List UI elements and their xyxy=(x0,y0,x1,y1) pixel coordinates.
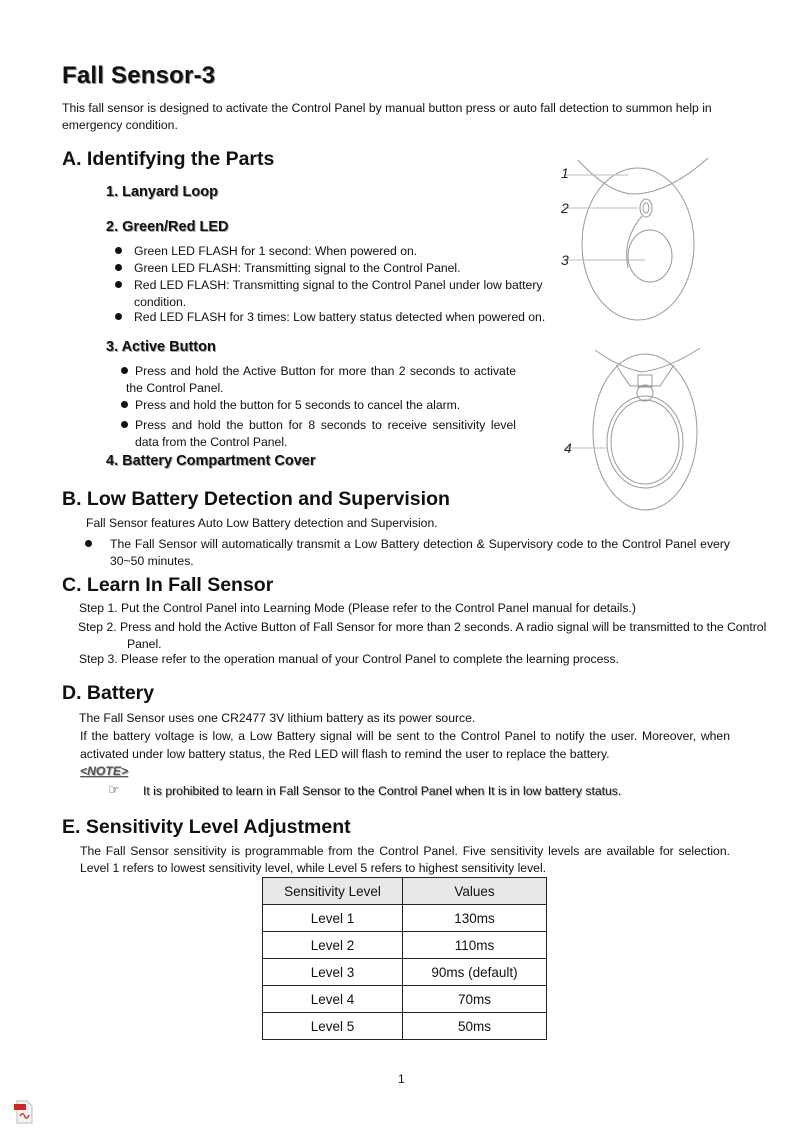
table-row xyxy=(263,1013,547,1040)
table-cell: Level 2 xyxy=(263,932,403,959)
table-cell: 90ms (default) xyxy=(403,959,547,986)
bullet-dot xyxy=(115,247,122,254)
page-number: 1 xyxy=(398,1072,405,1086)
bullet-dot xyxy=(115,264,122,271)
section-b-bullet: The Fall Sensor will automatically transmit a Low Battery detection & Supervisory code to the Control Panel every 30~50 minutes. xyxy=(110,537,730,568)
table-row xyxy=(263,959,547,986)
table-cell: 130ms xyxy=(403,905,547,932)
step-1: Step 1. Put the Control Panel into Learning Mode (Please refer to the Control Panel manual for details.) xyxy=(79,601,636,615)
step-2: Step 2. Press and hold the Active Button of Fall Sensor for more than 2 seconds. A radio signal will be transmitted to the Control Panel. xyxy=(78,620,767,651)
button-bullet: Press and hold the button for 5 seconds to cancel the alarm. xyxy=(135,398,461,412)
section-e-heading: E. Sensitivity Level Adjustment xyxy=(62,816,351,838)
pdf-file-icon xyxy=(14,1100,34,1124)
bullet-dot xyxy=(121,421,128,428)
button-bullet: Press and hold the button for 8 seconds to receive sensitivity level data from the Control Panel. xyxy=(135,418,516,449)
pointing-hand-icon: ☞ xyxy=(108,782,120,797)
step-3: Step 3. Please refer to the operation manual of your Control Panel to complete the learning process. xyxy=(79,652,619,666)
battery-text-1: The Fall Sensor uses one CR2477 3V lithium battery as its power source. xyxy=(79,711,476,725)
table-cell: Level 1 xyxy=(263,905,403,932)
led-bullet: Green LED FLASH: Transmitting signal to the Control Panel. xyxy=(134,261,461,275)
battery-text-2: If the battery voltage is low, a Low Battery signal will be sent to the Control Panel to notify the user. Moreover, when activated under low battery status, the Red LED will flash to remind the user to replace the battery. xyxy=(80,729,730,761)
section-b-text: Fall Sensor features Auto Low Battery detection and Supervision. xyxy=(86,516,438,530)
table-header: Values xyxy=(403,878,547,905)
part-4-heading: 4. Battery Compartment Cover xyxy=(106,453,316,469)
bullet-dot xyxy=(121,401,128,408)
section-e-text: The Fall Sensor sensitivity is programmable from the Control Panel. Five sensitivity levels are available for selection. Level 1 refers to lowest sensitivity level, while Level 5 refers to highest sensitivity level. xyxy=(80,844,730,875)
note-label: <NOTE> xyxy=(80,764,129,778)
section-a-heading: A. Identifying the Parts xyxy=(62,148,275,170)
table-cell: 110ms xyxy=(403,932,547,959)
table-row xyxy=(263,932,547,959)
note-text: It is prohibited to learn in Fall Sensor to the Control Panel when It is in low battery status. xyxy=(143,784,622,798)
table-header-row xyxy=(263,878,547,905)
section-b-heading: B. Low Battery Detection and Supervision xyxy=(62,488,450,510)
table-row xyxy=(263,986,547,1013)
part-1-heading: 1. Lanyard Loop xyxy=(106,184,218,200)
page-title: Fall Sensor-3 xyxy=(62,62,216,89)
bullet-dot xyxy=(115,281,122,288)
figure-label-3: 3 xyxy=(561,252,569,268)
table-cell: 50ms xyxy=(403,1013,547,1040)
sensitivity-table xyxy=(262,877,547,1040)
sensor-body-outline xyxy=(582,168,694,320)
section-c-heading: C. Learn In Fall Sensor xyxy=(62,574,274,596)
button-bullet: Press and hold the Active Button for more than 2 seconds to activate the Control Panel. xyxy=(126,364,516,395)
intro-text: This fall sensor is designed to activate the Control Panel by manual button press or auto fall detection to summon help in emergency condition. xyxy=(62,101,712,132)
table-header: Sensitivity Level xyxy=(263,878,403,905)
bullet-dot xyxy=(85,540,92,547)
table-cell: Level 4 xyxy=(263,986,403,1013)
led-bullet: Red LED FLASH: Transmitting signal to the Control Panel under low battery condition. xyxy=(134,278,543,309)
sensor-illustration xyxy=(550,150,720,520)
section-d-heading: D. Battery xyxy=(62,682,155,704)
bullet-dot xyxy=(115,313,122,320)
figure-label-1: 1 xyxy=(561,165,569,181)
led-bullet: Green LED FLASH for 1 second: When powered on. xyxy=(134,244,418,258)
table-cell: Level 5 xyxy=(263,1013,403,1040)
table-cell: Level 3 xyxy=(263,959,403,986)
part-3-heading: 3. Active Button xyxy=(106,339,216,355)
part-2-heading: 2. Green/Red LED xyxy=(106,219,229,235)
figure-label-2: 2 xyxy=(561,200,569,216)
led-bullet: Red LED FLASH for 3 times: Low battery status detected when powered on. xyxy=(134,310,546,324)
table-row xyxy=(263,905,547,932)
table-cell: 70ms xyxy=(403,986,547,1013)
lanyard-cord xyxy=(578,158,708,194)
figure-label-4: 4 xyxy=(564,440,572,456)
